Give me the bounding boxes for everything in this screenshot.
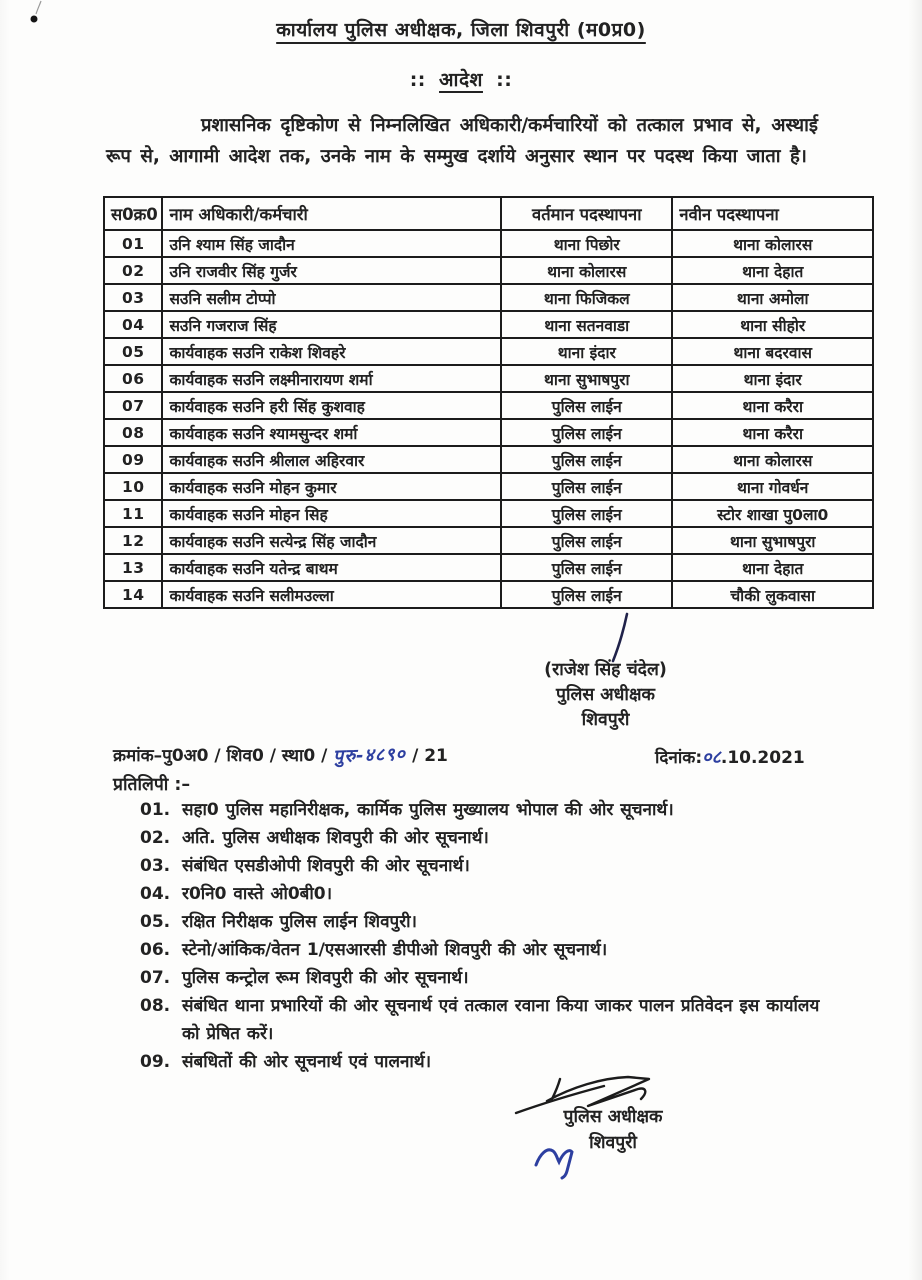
table-cell: 10 bbox=[104, 473, 162, 500]
table-row bbox=[104, 230, 873, 257]
copy-item-number: 06. bbox=[140, 940, 171, 960]
table-cell: कार्यवाहक सउनि मोहन सिह bbox=[162, 500, 501, 527]
table-row bbox=[104, 500, 873, 527]
posting-table-head bbox=[104, 197, 873, 230]
table-cell: थाना सुभाषपुरा bbox=[501, 365, 672, 392]
copy-item-text: सहा0 पुलिस महानिरीक्षक, कार्मिक पुलिस मुख्यालय भोपाल की ओर सूचनार्थ। bbox=[182, 800, 674, 820]
table-cell: पुलिस लाईन bbox=[501, 419, 672, 446]
pen-stroke-above-name bbox=[613, 614, 627, 661]
table-cell: पुलिस लाईन bbox=[501, 554, 672, 581]
table-cell: कार्यवाहक सउनि हरी सिंह कुशवाह bbox=[162, 392, 501, 419]
table-cell: स्टोर शाखा पु0ला0 bbox=[672, 500, 873, 527]
table-row bbox=[104, 527, 873, 554]
copy-item-number: 05. bbox=[140, 912, 171, 932]
table-cell: कार्यवाहक सउनि श्यामसुन्दर शर्मा bbox=[162, 419, 501, 446]
table-cell: 04 bbox=[104, 311, 162, 338]
table-cell: थाना कोलारस bbox=[672, 230, 873, 257]
copy-list-item bbox=[140, 1048, 822, 1076]
table-cell: 06 bbox=[104, 365, 162, 392]
table-cell: थाना सुभाषपुरा bbox=[672, 527, 873, 554]
table-row bbox=[104, 554, 873, 581]
table-cell: कार्यवाहक सउनि लक्ष्मीनारायण शर्मा bbox=[162, 365, 501, 392]
table-cell: 02 bbox=[104, 257, 162, 284]
table-row bbox=[104, 311, 873, 338]
footer-designation: पुलिस अधीक्षक bbox=[563, 1107, 663, 1127]
table-cell: पुलिस लाईन bbox=[501, 392, 672, 419]
posting-table-body bbox=[104, 230, 873, 608]
intro-paragraph: प्रशासनिक दृष्टिकोण से निम्नलिखित अधिकारी/कर्मचारियों को तत्काल प्रभाव से, अस्थाई रूप से, आगामी आदेश तक, उनके नाम के सम्मुख दर्शाये अनुसार स्थान पर पदस्थ किया जाता है। bbox=[106, 115, 818, 167]
copy-to-label: प्रतिलिपी :– bbox=[113, 775, 191, 795]
table-cell: उनि श्याम सिंह जादौन bbox=[162, 230, 501, 257]
table-cell: कार्यवाहक सउनि श्रीलाल अहिरवार bbox=[162, 446, 501, 473]
table-cell: थाना देहात bbox=[672, 554, 873, 581]
table-row bbox=[104, 338, 873, 365]
table-row bbox=[104, 392, 873, 419]
table-cell: पुलिस लाईन bbox=[501, 581, 672, 608]
copy-list-item bbox=[140, 964, 822, 992]
date-rest: .10.2021 bbox=[720, 748, 805, 768]
table-cell: पुलिस लाईन bbox=[501, 446, 672, 473]
copy-item-number: 08. bbox=[140, 996, 171, 1016]
table-cell: थाना सीहोर bbox=[672, 311, 873, 338]
table-cell: 07 bbox=[104, 392, 162, 419]
office-title: कार्यालय पुलिस अधीक्षक, जिला शिवपुरी (म0प्र0) bbox=[276, 19, 646, 41]
table-cell: थाना फिजिकल bbox=[501, 284, 672, 311]
table-cell: थाना करैरा bbox=[672, 419, 873, 446]
copy-item-text: र0नि0 वास्ते ओ0बी0। bbox=[182, 884, 333, 904]
table-cell: 09 bbox=[104, 446, 162, 473]
table-cell: थाना सतनवाडा bbox=[501, 311, 672, 338]
copy-item-number: 03. bbox=[140, 856, 171, 876]
table-row bbox=[104, 284, 873, 311]
copy-list-item bbox=[140, 824, 822, 852]
copy-item-number: 01. bbox=[140, 800, 171, 820]
table-cell: 12 bbox=[104, 527, 162, 554]
footer-place: शिवपुरी bbox=[589, 1133, 637, 1153]
table-cell: थाना पिछोर bbox=[501, 230, 672, 257]
copy-list-item bbox=[140, 852, 822, 880]
footer-signature-block bbox=[538, 1104, 688, 1156]
table-row bbox=[104, 365, 873, 392]
date-label: दिनांक: bbox=[655, 748, 703, 768]
table-cell: थाना कोलारस bbox=[501, 257, 672, 284]
reference-handwritten-number: पुरु-४८९० bbox=[332, 743, 407, 768]
table-cell: सउनि सलीम टोप्पो bbox=[162, 284, 501, 311]
table-row bbox=[104, 419, 873, 446]
table-cell: कार्यवाहक सउनि मोहन कुमार bbox=[162, 473, 501, 500]
copy-item-text: संबंधित एसडीओपी शिवपुरी की ओर सूचनार्थ। bbox=[182, 856, 470, 876]
table-cell: उनि राजवीर सिंह गुर्जर bbox=[162, 257, 501, 284]
copy-list-item bbox=[140, 796, 822, 824]
table-cell: थाना बदरवास bbox=[672, 338, 873, 365]
copy-list-item bbox=[140, 992, 822, 1048]
copy-item-number: 07. bbox=[140, 968, 171, 988]
table-cell: थाना इंदार bbox=[672, 365, 873, 392]
table-cell: पुलिस लाईन bbox=[501, 473, 672, 500]
header-new-posting: नवीन पदस्थापना bbox=[672, 197, 873, 230]
reference-prefix: क्रमांक–पु0अ0 / शिव0 / स्था0 / bbox=[113, 746, 328, 766]
table-row bbox=[104, 446, 873, 473]
table-cell: कार्यवाहक सउनि यतेन्द्र बाथम bbox=[162, 554, 501, 581]
table-cell: 11 bbox=[104, 500, 162, 527]
table-row bbox=[104, 257, 873, 284]
table-cell: थाना देहात bbox=[672, 257, 873, 284]
table-cell: 08 bbox=[104, 419, 162, 446]
table-cell: थाना करैरा bbox=[672, 392, 873, 419]
copy-to-list bbox=[140, 796, 822, 1076]
table-cell: थाना कोलारस bbox=[672, 446, 873, 473]
table-cell: सउनि गजराज सिंह bbox=[162, 311, 501, 338]
table-cell: 03 bbox=[104, 284, 162, 311]
table-header-row bbox=[104, 197, 873, 230]
copy-item-number: 04. bbox=[140, 884, 171, 904]
table-cell: 13 bbox=[104, 554, 162, 581]
copy-item-text: अति. पुलिस अधीक्षक शिवपुरी की ओर सूचनार्थ। bbox=[182, 828, 489, 848]
copy-item-text: रक्षित निरीक्षक पुलिस लाईन शिवपुरी। bbox=[182, 912, 418, 932]
copy-list-item bbox=[140, 908, 822, 936]
table-cell: 14 bbox=[104, 581, 162, 608]
table-cell: चौकी लुकवासा bbox=[672, 581, 873, 608]
signatory-designation: पुलिस अधीक्षक bbox=[556, 685, 655, 705]
table-cell: कार्यवाहक सउनि सलीमउल्ला bbox=[162, 581, 501, 608]
copy-list-item bbox=[140, 936, 822, 964]
reference-number-line bbox=[113, 743, 448, 767]
table-cell: 01 bbox=[104, 230, 162, 257]
date-line bbox=[655, 745, 805, 769]
order-heading bbox=[0, 66, 922, 92]
table-cell: कार्यवाहक सउनि राकेश शिवहरे bbox=[162, 338, 501, 365]
posting-table bbox=[103, 196, 874, 609]
header-current-posting: वर्तमान पदस्थापना bbox=[501, 197, 672, 230]
order-heading-suffix: :: bbox=[496, 69, 513, 91]
copy-item-number: 02. bbox=[140, 828, 171, 848]
reference-suffix: / 21 bbox=[412, 746, 448, 766]
header-serial: स0क्र0 bbox=[104, 197, 162, 230]
table-row bbox=[104, 473, 873, 500]
table-cell: थाना गोवर्धन bbox=[672, 473, 873, 500]
table-cell: पुलिस लाईन bbox=[501, 500, 672, 527]
copy-item-text: पुलिस कन्ट्रोल रूम शिवपुरी की ओर सूचनार्थ। bbox=[182, 968, 469, 988]
copy-item-text: संबंधित थाना प्रभारियों की ओर सूचनार्थ एवं तत्काल रवाना किया जाकर पालन प्रतिवेदन इस कार्यालय को प्रेषित करें। bbox=[182, 996, 820, 1044]
order-heading-word: आदेश bbox=[439, 69, 483, 91]
signatory-block bbox=[518, 658, 693, 733]
table-cell: कार्यवाहक सउनि सत्येन्द्र सिंह जादौन bbox=[162, 527, 501, 554]
copy-item-number: 09. bbox=[140, 1052, 171, 1072]
date-handwritten-day: ०८ bbox=[702, 747, 721, 768]
header-name: नाम अधिकारी/कर्मचारी bbox=[162, 197, 501, 230]
order-heading-prefix: :: bbox=[409, 69, 426, 91]
copy-item-text: संबधितों की ओर सूचनार्थ एवं पालनार्थ। bbox=[182, 1052, 432, 1072]
copy-item-text: स्टेनो/आंकिक/वेतन 1/एसआरसी डीपीओ शिवपुरी की ओर सूचनार्थ। bbox=[182, 940, 608, 960]
table-cell: पुलिस लाईन bbox=[501, 527, 672, 554]
copy-list-item bbox=[140, 880, 822, 908]
table-row bbox=[104, 581, 873, 608]
table-cell: थाना अमोला bbox=[672, 284, 873, 311]
table-cell: 05 bbox=[104, 338, 162, 365]
signatory-name: (राजेश सिंह चंदेल) bbox=[544, 660, 667, 680]
signatory-place: शिवपुरी bbox=[581, 710, 630, 730]
table-cell: थाना इंदार bbox=[501, 338, 672, 365]
